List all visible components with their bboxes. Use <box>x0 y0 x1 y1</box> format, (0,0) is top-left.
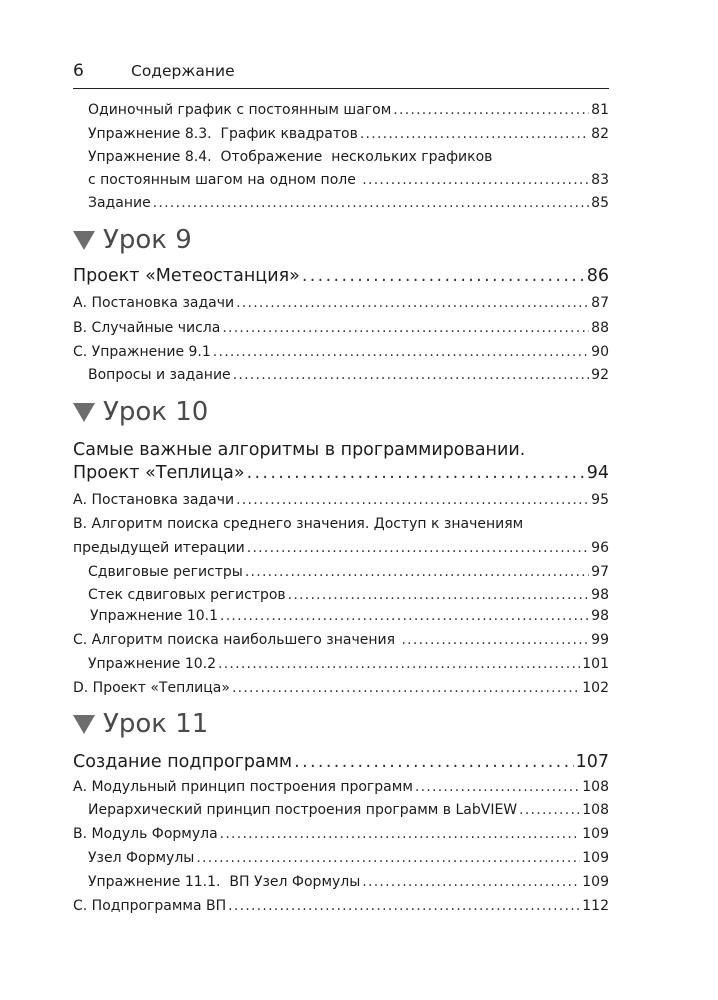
dot-leader <box>220 608 589 624</box>
toc-entry-title: D. Проект «Теплица» <box>73 680 230 696</box>
toc-entry-title: Проект «Теплица» <box>73 463 245 483</box>
dot-leader <box>218 656 580 672</box>
toc-entry-title: Создание подпрограмм <box>73 752 293 772</box>
toc-entry-page: 94 <box>586 463 609 483</box>
dot-leader <box>196 850 580 866</box>
dot-leader <box>220 826 581 842</box>
toc-entry[interactable] <box>88 126 609 142</box>
toc-entry[interactable] <box>88 850 609 866</box>
toc-entry-title: с постоянным шагом на одном поле <box>88 172 361 188</box>
toc-entry-page: 112 <box>582 898 609 914</box>
dot-leader <box>247 463 585 483</box>
lesson-heading <box>73 225 192 255</box>
dot-leader <box>236 492 589 508</box>
dot-leader <box>245 564 589 580</box>
toc-entry[interactable] <box>73 344 609 360</box>
dot-leader <box>153 195 589 211</box>
toc-entry[interactable] <box>88 656 609 672</box>
toc-entry-title: А. Модульный принцип построения программ <box>73 779 413 795</box>
toc-entry-title: Вопросы и задание <box>88 367 231 383</box>
toc-entry[interactable] <box>88 102 609 118</box>
lesson-heading <box>73 709 208 739</box>
toc-entry-title: Задание <box>88 195 151 211</box>
toc-entry-page: 88 <box>591 320 609 336</box>
toc-entry[interactable] <box>88 802 609 818</box>
toc-entry-title: А. Постановка задачи <box>73 492 235 508</box>
dot-leader <box>236 295 589 311</box>
triangle-down-icon <box>73 403 95 422</box>
dot-leader <box>222 320 589 336</box>
toc-entry[interactable] <box>73 540 609 556</box>
toc-entry-page: 96 <box>591 540 609 556</box>
toc-entry-title: Сдвиговые регистры <box>88 564 243 580</box>
toc-entry[interactable] <box>88 172 609 188</box>
toc-entry-page: 90 <box>591 344 609 360</box>
lesson-title: Урок 11 <box>103 709 209 739</box>
toc-entry-page: 95 <box>591 492 609 508</box>
dot-leader <box>519 802 580 818</box>
toc-project-entry[interactable] <box>73 266 609 286</box>
triangle-down-icon <box>73 715 95 734</box>
dot-leader <box>302 266 585 286</box>
toc-entry-page: 87 <box>591 295 609 311</box>
toc-entry[interactable] <box>73 680 609 696</box>
toc-entry-title: предыдущей итерации <box>73 540 245 556</box>
toc-entry[interactable] <box>73 320 609 336</box>
toc-entry-title: Проект «Метеостанция» <box>73 266 300 286</box>
toc-entry-title: Упражнение 8.3. График квадратов <box>88 126 358 142</box>
toc-entry-page: 102 <box>582 680 609 696</box>
toc-entry-page: 107 <box>575 752 609 772</box>
toc-entry-title: Упражнение 10.2 <box>88 656 217 672</box>
toc-entry-title: B. Случайные числа <box>73 320 221 336</box>
lesson-title: Урок 9 <box>103 225 192 255</box>
toc-entry[interactable] <box>73 779 609 795</box>
dot-leader <box>393 102 589 118</box>
toc-entry-title: Стек сдвиговых регистров <box>88 587 286 603</box>
toc-entry-page: 82 <box>591 126 609 142</box>
dot-leader <box>247 540 589 556</box>
dot-leader <box>232 680 580 696</box>
toc-project-entry[interactable] <box>73 752 609 772</box>
toc-entry[interactable] <box>73 295 609 311</box>
dot-leader <box>233 367 589 383</box>
toc-entry[interactable] <box>88 367 609 383</box>
toc-entry-title: Упражнение 10.1 <box>90 608 219 624</box>
toc-entry-title: Одиночный график с постоянным шагом <box>88 102 392 118</box>
toc-entry-title: C. Подпрограмма ВП <box>73 898 227 914</box>
toc-entry-page: 92 <box>591 367 609 383</box>
toc-entry-title-line1: B. Алгоритм поиска среднего значения. Доступ к значениям <box>73 516 524 532</box>
toc-entry-page: 101 <box>582 656 609 672</box>
toc-entry-page: 99 <box>591 632 609 648</box>
dot-leader <box>228 898 580 914</box>
toc-entry[interactable] <box>73 898 609 914</box>
dot-leader <box>362 172 589 188</box>
toc-entry-page: 98 <box>591 587 609 603</box>
toc-entry[interactable] <box>88 587 609 603</box>
dot-leader <box>213 344 589 360</box>
toc-entry[interactable] <box>88 874 609 890</box>
triangle-down-icon <box>73 231 95 250</box>
toc-entry-title-line1: Упражнение 8.4. Отображение нескольких графиков <box>88 149 493 165</box>
toc-entry[interactable] <box>73 632 609 648</box>
page-number: 6 <box>73 61 84 81</box>
dot-leader <box>294 752 573 772</box>
toc-entry-title: B. Модуль Формула <box>73 826 218 842</box>
toc-entry-page: 97 <box>591 564 609 580</box>
toc-entry-page: 109 <box>582 850 609 866</box>
toc-entry-title: Иерархический принцип построения программ в LabVIEW <box>88 802 518 818</box>
dot-leader <box>415 779 580 795</box>
toc-entry-title: Узел Формулы <box>88 850 195 866</box>
toc-entry-page: 108 <box>582 779 609 795</box>
toc-entry-title: C. Алгоритм поиска наибольшего значения <box>73 632 400 648</box>
toc-entry-page: 81 <box>591 102 609 118</box>
toc-project-entry[interactable] <box>73 463 609 483</box>
toc-entry[interactable] <box>73 492 609 508</box>
toc-entry-page: 108 <box>582 802 609 818</box>
dot-leader <box>360 126 589 142</box>
toc-entry-title: А. Постановка задачи <box>73 295 235 311</box>
toc-entry-title: Упражнение 11.1. ВП Узел Формулы <box>88 874 361 890</box>
toc-entry[interactable] <box>88 564 609 580</box>
lesson-title: Урок 10 <box>103 397 209 427</box>
toc-entry-page: 86 <box>586 266 609 286</box>
toc-entry-page: 98 <box>591 608 609 624</box>
dot-leader <box>401 632 589 648</box>
toc-project-title-line1: Самые важные алгоритмы в программировании. <box>73 440 526 460</box>
toc-entry[interactable] <box>88 195 609 211</box>
running-title: Содержание <box>131 62 235 80</box>
toc-entry[interactable] <box>73 826 609 842</box>
toc-entry[interactable] <box>90 608 609 624</box>
toc-entry-page: 109 <box>582 826 609 842</box>
dot-leader <box>288 587 590 603</box>
toc-entry-page: 83 <box>591 172 609 188</box>
lesson-heading <box>73 397 208 427</box>
toc-entry-page: 109 <box>582 874 609 890</box>
dot-leader <box>362 874 580 890</box>
toc-entry-page: 85 <box>591 195 609 211</box>
toc-entry-title: C. Упражнение 9.1 <box>73 344 211 360</box>
